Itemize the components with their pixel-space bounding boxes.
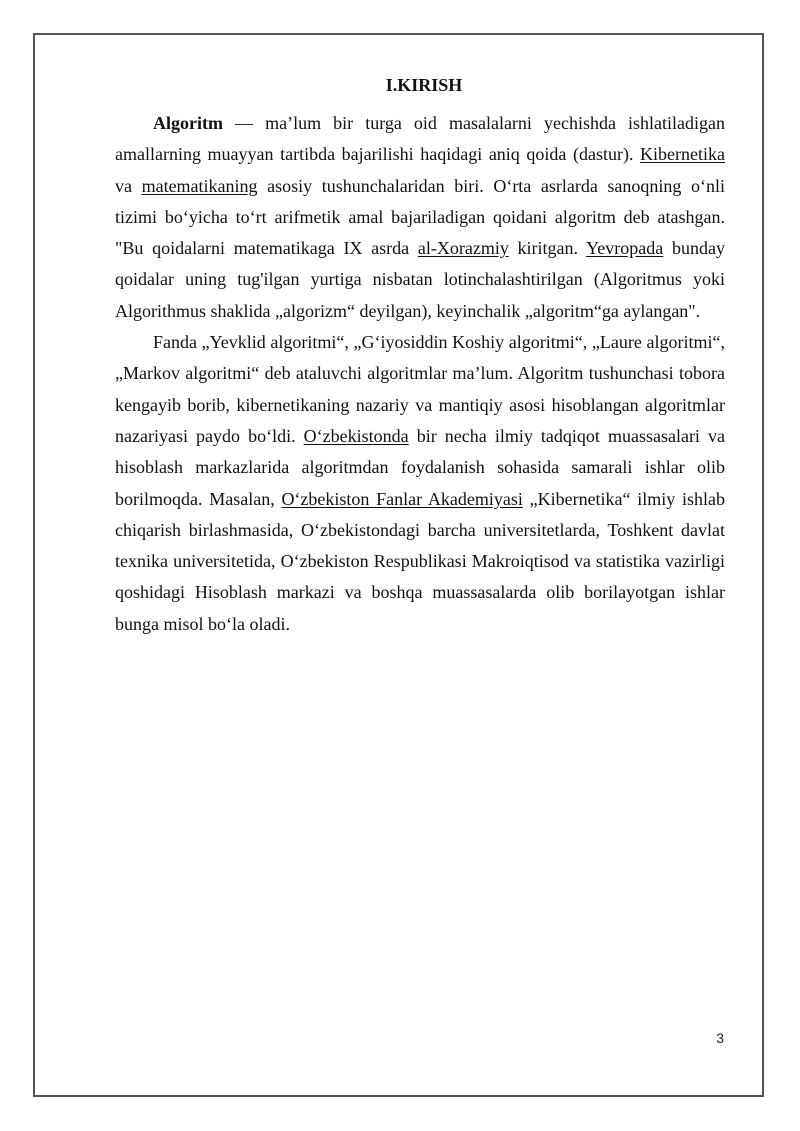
link-ozbekistonda[interactable]: O‘zbekistonda [303,425,409,446]
section-title: I.KIRISH [385,75,463,95]
text-span: va [115,175,142,196]
document-body [115,70,725,640]
text-span: kiritgan. [508,238,587,259]
text-span: bunday qoidalar uning tug'ilgan yurtiga nisbatan lotinchalashtirilgan (Algoritmus yoki Algorithmus shaklida „algorizm“ deyilgan), keyinchalik „algoritm“ga aylangan". [115,238,725,321]
text-span: Fanda „Yevklid algoritmi“, „G‘iyosiddin Koshiy algoritmi“, „Laure algoritmi“, „Markov algoritmi“ deb ataluvchi algoritmlar ma’lum. Algoritm tushunchasi tobora kengayib borib, kibernetikaning nazariy va mantiqiy asosi hisoblangan algoritmlar nazariyasi paydo bo‘ldi. [115,332,725,446]
text-span: — ma’lum bir turga oid masalalarni yechishda ishlatiladigan amallarning muayyan tartibda bajarilishi haqidagi aniq qoida (dastur). [115,113,725,165]
link-fanlar-akademiyasi[interactable]: O‘zbekiston Fanlar Akademiyasi [281,488,523,509]
paragraph-algorithm-history [115,327,725,640]
link-yevropada[interactable]: Yevropada [586,238,664,259]
link-al-xorazmiy[interactable]: al-Xorazmiy [417,238,509,259]
paragraph-algorithm-definition [115,108,725,327]
text-span: „Kibernetika“ ilmiy ishlab chiqarish birlashmasida, O‘zbekistondagi barcha universitetlarda, Toshkent davlat texnika universitetida, O‘zbekiston Respublikasi Makroiqtisod va statistika vazirligi qoshidagi Hisoblash markazi va boshqa muassasalarda olib borilayotgan ishlar bunga misol bo‘la oladi. [115,488,725,634]
page-number: 3 [716,1030,724,1046]
text-span: asosiy tushunchalaridan biri. O‘rta asrlarda sanoqning o‘nli tizimi bo‘yicha to‘rt arifmetik amal bajariladigan qoidani algoritm deb atashgan. "Bu qoidalarni matematikaga IX asrda [115,175,725,259]
term-algoritm: Algoritm [153,113,223,133]
link-matematikaning[interactable]: matematikaning [141,175,258,196]
text-span: bir necha ilmiy tadqiqot muassasalari va hisoblash markazlarida algoritmdan foydalanish sohasida samarali ishlar olib borilmoqda. Masalan, [115,425,725,509]
link-kibernetika[interactable]: Kibernetika [640,144,725,165]
